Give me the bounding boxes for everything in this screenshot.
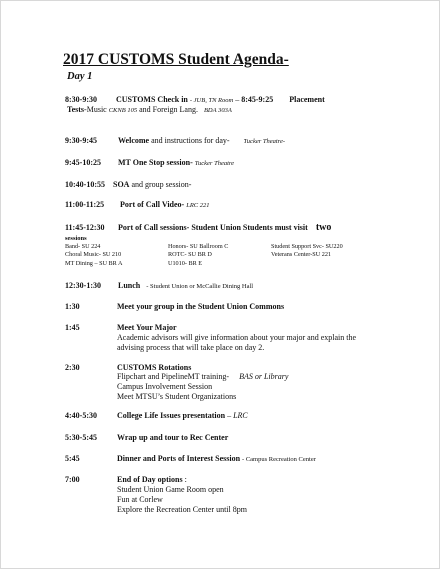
college-life-row (117, 411, 248, 421)
rotations-flipchart: Flipchart and PipelineMT training- (117, 372, 230, 381)
rotations-line-2: Campus Involvement Session (117, 382, 213, 391)
placement-time: 8:45-9:25 (241, 95, 274, 104)
time-end-of-day: 7:00 (65, 475, 80, 484)
page-title: 2017 CUSTOMS Student Agenda- (63, 51, 289, 68)
lunch-row (118, 281, 253, 292)
college-life-dash: – (227, 411, 232, 420)
one-stop-label: MT One Stop session- (118, 158, 193, 167)
rotations-line-1 (117, 372, 288, 382)
session-veterans: Veterans Center-SU 221 (271, 251, 332, 259)
soa-label: SOA (113, 180, 130, 189)
meet-major-line-2: advising process that will take place on day 2. (117, 343, 265, 352)
time-soa: 10:40-10:55 (65, 180, 105, 189)
time-lunch: 12:30-1:30 (65, 281, 101, 290)
session-band: Band- SU 224 (65, 243, 101, 250)
end-of-day-line-3: Explore the Recreation Center until 8pm (117, 505, 247, 514)
placement-tests-row (67, 105, 232, 116)
music-label: -Music (84, 105, 107, 114)
foreign-lang-location: BDA 303A (203, 107, 232, 114)
dinner-label: Dinner and Ports of Interest Session (117, 454, 241, 463)
checkin-label: CUSTOMS Check in (116, 95, 188, 104)
day-heading: Day 1 (67, 71, 93, 82)
college-life-label: College Life Issues presentation (117, 411, 226, 420)
time-wrap-up: 5:30-5:45 (65, 433, 97, 442)
two-label: two (315, 222, 332, 233)
session-rotc: ROTC- SU BR D (168, 251, 212, 259)
port-sessions-label: Port of Call sessions- Student Union Students must visit (118, 223, 308, 232)
time-meet-major: 1:45 (65, 323, 80, 332)
time-port-sessions: 11:45-12:30 (65, 223, 105, 232)
lunch-label: Lunch (118, 281, 141, 290)
end-of-day-colon: : (184, 475, 187, 484)
time-port-video: 11:00-11:25 (65, 200, 105, 209)
port-video-label: Port of Call Video- (120, 200, 185, 209)
session-column-3 (271, 243, 343, 260)
one-stop-row (118, 158, 234, 169)
soa-row (113, 180, 191, 190)
lunch-location: - Student Union or McCallie Dining Hall (146, 283, 254, 290)
session-student-support: Student Support Svc- SU220 (271, 243, 343, 250)
end-of-day-row (117, 475, 187, 485)
port-sessions-row (118, 223, 331, 233)
rotations-flipchart-location: BAS or Library (239, 372, 289, 381)
welcome-row (118, 136, 285, 147)
soa-text: and group session- (131, 180, 192, 189)
wrap-up-label: Wrap up and tour to Rec Center (117, 433, 229, 442)
welcome-label: Welcome (118, 136, 150, 145)
session-column-2 (168, 243, 228, 268)
end-of-day-line-2: Fun at Corlew (117, 495, 163, 504)
placement-label: Placement (289, 95, 325, 104)
session-column-1 (65, 243, 122, 268)
welcome-text: and instructions for day- (151, 136, 230, 145)
checkin-dash: – (235, 95, 240, 104)
dinner-row (117, 454, 316, 465)
session-dining: MT Dining – SU BR A (65, 259, 123, 267)
foreign-lang-label: and Foreign Lang. (139, 105, 198, 114)
rotations-line-3: Meet MTSU’s Student Organizations (117, 392, 237, 401)
time-checkin: 8:30-9:30 (65, 95, 97, 104)
time-meet-group: 1:30 (65, 302, 80, 311)
time-welcome: 9:30-9:45 (65, 136, 97, 145)
time-one-stop: 9:45-10:25 (65, 158, 101, 167)
port-video-location: LRC 221 (186, 202, 210, 209)
tests-label: Tests (67, 105, 85, 114)
end-of-day-label: End of Day options (117, 475, 183, 484)
welcome-location: Tucker Theatre- (243, 138, 286, 145)
port-video-row (120, 200, 210, 211)
meet-major-line-1: Academic advisors will give information about your major and explain the (117, 333, 357, 342)
meet-major-label: Meet Your Major (117, 323, 177, 332)
rotations-label: CUSTOMS Rotations (117, 363, 192, 372)
sessions-label: sessions (65, 235, 87, 242)
session-choral: Choral Music- SU 210 (65, 251, 122, 259)
one-stop-location: Tucker Theatre (194, 160, 235, 167)
session-honors: Honors- SU Ballroom C (168, 243, 229, 250)
time-dinner: 5:45 (65, 454, 80, 463)
end-of-day-line-1: Student Union Game Room open (117, 485, 224, 494)
college-life-location: LRC (233, 411, 248, 420)
dinner-location: - Campus Recreation Center (242, 456, 316, 463)
time-college-life: 4:40-5:30 (65, 411, 97, 420)
music-location: CKNB 105 (108, 107, 138, 114)
checkin-location: - JUB, TN Room (189, 97, 234, 104)
session-u1010: U1010- BR E (168, 259, 203, 267)
time-rotations: 2:30 (65, 363, 80, 372)
meet-group-label: Meet your group in the Student Union Commons (117, 302, 285, 311)
